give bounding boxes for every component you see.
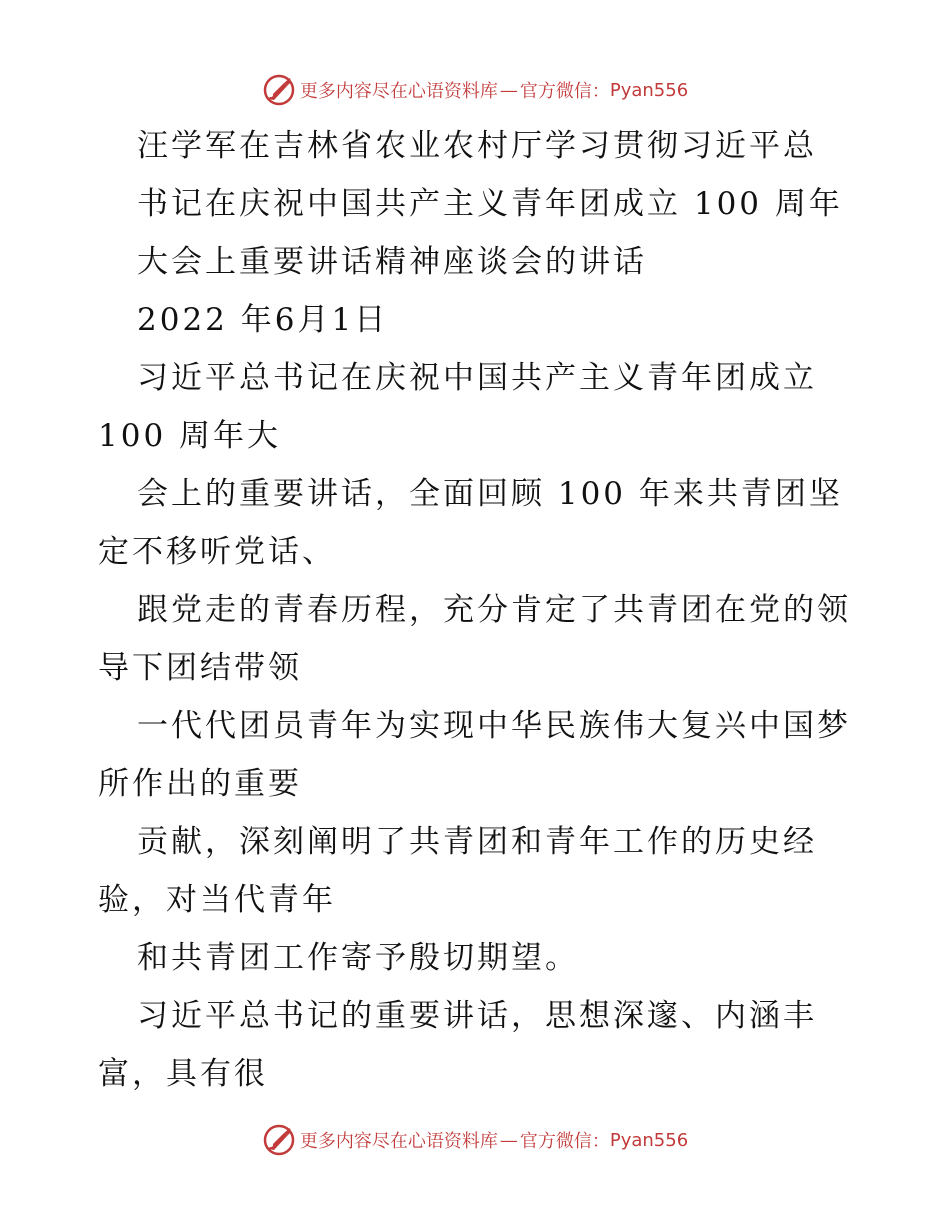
body-line-1: 习近平总书记在庆祝中国共产主义青年团成立 bbox=[137, 360, 817, 396]
body-line-11: 和共青团工作寄予殷切期望。 bbox=[137, 940, 579, 976]
body-line-6: 导下团结带领 bbox=[98, 650, 302, 686]
body-line-8: 所作出的重要 bbox=[98, 766, 302, 802]
contact-id: Pyan556 bbox=[609, 1129, 689, 1151]
body-line-13: 富，具有很 bbox=[98, 1056, 268, 1092]
document-date: 2022 年6月1日 bbox=[137, 302, 389, 338]
body-line-10: 验，对当代青年 bbox=[98, 882, 336, 918]
title-line-3: 大会上重要讲话精神座谈会的讲话 bbox=[137, 244, 647, 280]
header-watermark-banner bbox=[0, 70, 950, 110]
pen-quill-logo-icon bbox=[262, 73, 296, 107]
title-line-2: 书记在庆祝中国共产主义青年团成立 100 周年 bbox=[137, 186, 843, 222]
body-line-2: 100 周年大 bbox=[98, 418, 282, 454]
site-name-text: 更多内容尽在心语资料库 bbox=[299, 1131, 498, 1152]
contact-label: 官方微信： bbox=[519, 1131, 610, 1152]
contact-id: Pyan556 bbox=[609, 79, 689, 101]
pen-quill-logo-icon bbox=[262, 1123, 296, 1157]
body-line-9: 贡献，深刻阐明了共青团和青年工作的历史经 bbox=[137, 824, 817, 860]
site-name-text: 更多内容尽在心语资料库 bbox=[299, 81, 498, 102]
body-line-3: 会上的重要讲话，全面回顾 100 年来共青团坚 bbox=[137, 476, 843, 512]
banner-separator: — bbox=[499, 1129, 518, 1151]
body-line-4: 定不移听党话、 bbox=[98, 534, 336, 570]
footer-watermark-banner bbox=[0, 1120, 950, 1160]
body-line-5: 跟党走的青春历程，充分肯定了共青团在党的领 bbox=[137, 592, 851, 628]
title-line-1: 汪学军在吉林省农业农村厅学习贯彻习近平总 bbox=[137, 128, 817, 164]
contact-label: 官方微信： bbox=[519, 81, 610, 102]
body-line-12: 习近平总书记的重要讲话，思想深邃、内涵丰 bbox=[137, 998, 817, 1034]
body-line-7: 一代代团员青年为实现中华民族伟大复兴中国梦 bbox=[137, 708, 851, 744]
banner-separator: — bbox=[499, 79, 518, 101]
